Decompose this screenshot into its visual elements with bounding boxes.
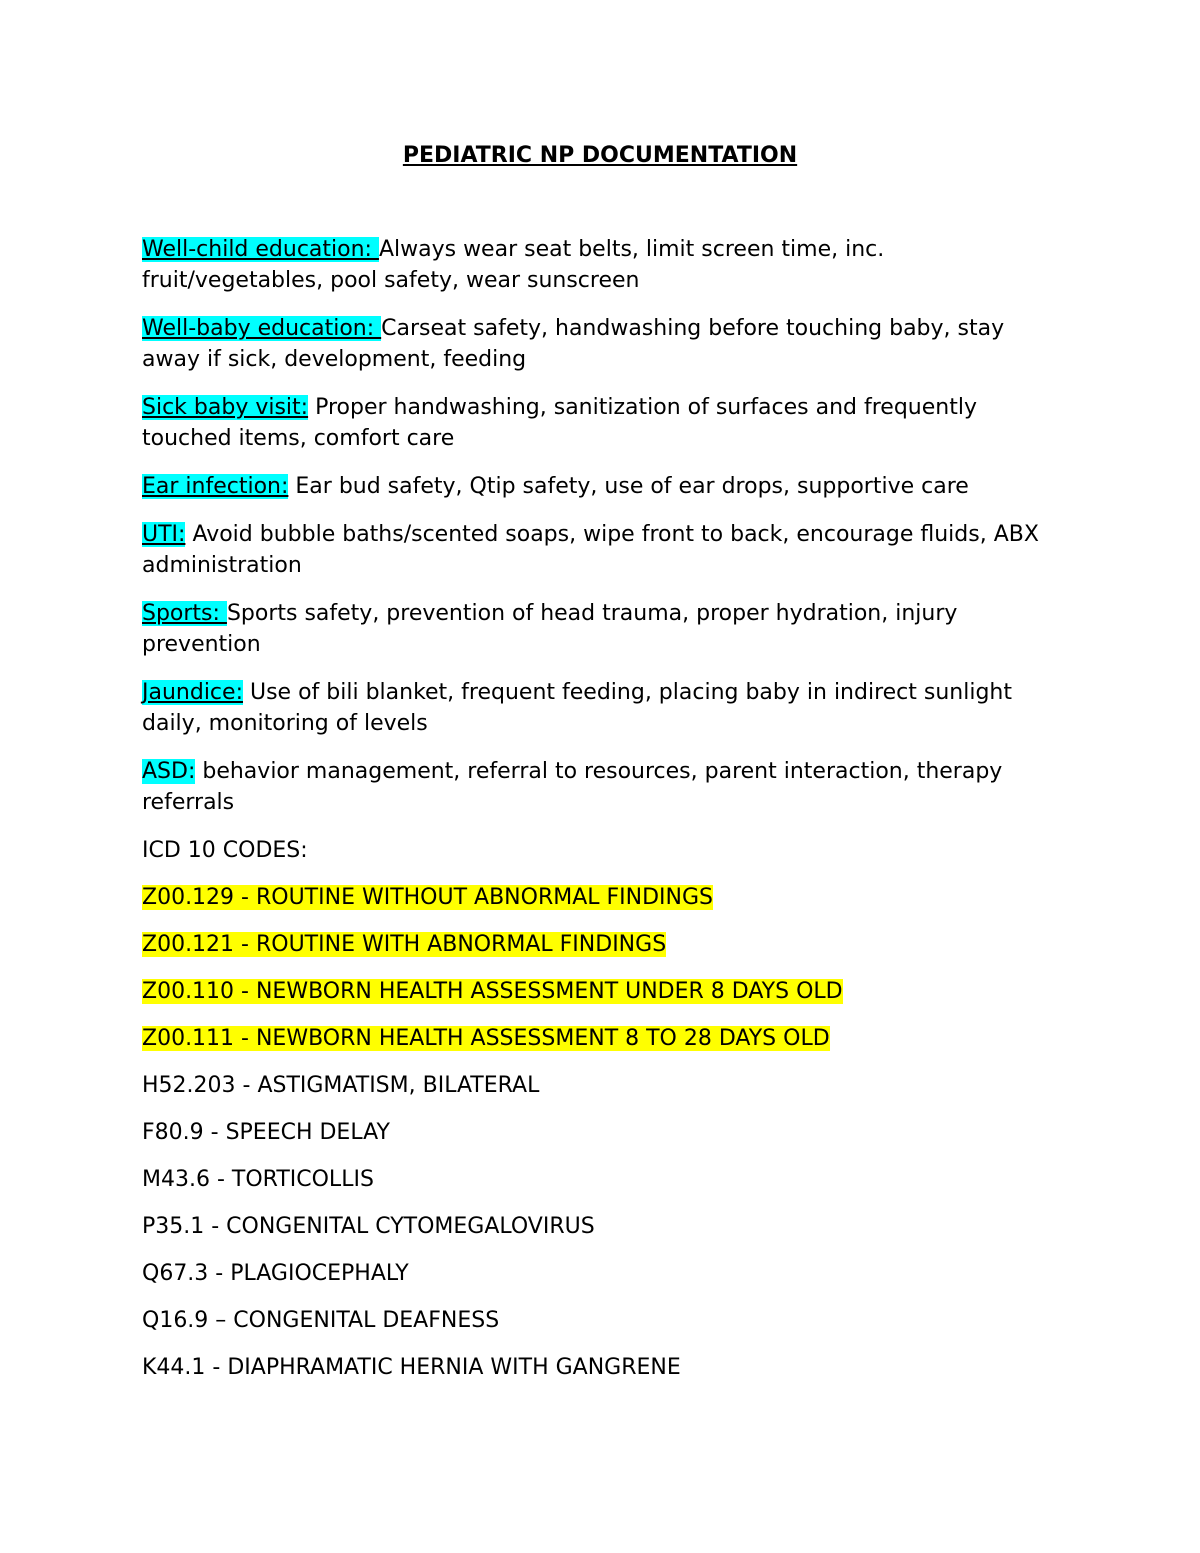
icd-code: P35.1 - CONGENITAL CYTOMEGALOVIRUS (142, 1214, 595, 1239)
section-label: UTI: (142, 522, 186, 547)
education-uti (142, 519, 1062, 581)
icd-code: H52.203 - ASTIGMATISM, BILATERAL (142, 1073, 540, 1098)
document-body (142, 234, 1062, 1399)
icd-code-highlighted: Z00.111 - NEWBORN HEALTH ASSESSMENT 8 TO 28 DAYS OLD (142, 1026, 830, 1051)
education-jaundice (142, 677, 1062, 739)
section-text: Proper handwashing, sanitization of surfaces and frequently touched items, comfort care (142, 395, 977, 451)
education-well-baby (142, 313, 1062, 375)
section-text: Sports safety, prevention of head trauma, proper hydration, injury prevention (142, 601, 958, 657)
section-text: Ear bud safety, Qtip safety, use of ear drops, supportive care (288, 474, 969, 499)
icd-code: F80.9 - SPEECH DELAY (142, 1120, 390, 1145)
section-text: behavior management, referral to resources, parent interaction, therapy referrals (142, 759, 1003, 815)
icd-code-highlighted: Z00.121 - ROUTINE WITH ABNORMAL FINDINGS (142, 932, 667, 957)
section-text: Avoid bubble baths/scented soaps, wipe front to back, encourage fluids, ABX administration (142, 522, 1039, 578)
icd-codes-heading: ICD 10 CODES: (142, 838, 308, 863)
section-label: Sports: (142, 601, 227, 626)
section-label: ASD: (142, 759, 196, 784)
section-label: Well-baby education: (142, 316, 382, 341)
icd-code: Q16.9 – CONGENITAL DEAFNESS (142, 1308, 500, 1333)
document-title: PEDIATRIC NP DOCUMENTATION (402, 143, 798, 168)
education-sick-baby (142, 392, 1062, 454)
section-text: Always wear seat belts, limit screen time, inc. fruit/vegetables, pool safety, wear sunscreen (142, 237, 885, 293)
section-label: Sick baby visit: (142, 395, 309, 420)
section-text: Carseat safety, handwashing before touching baby, stay away if sick, development, feeding (142, 316, 1005, 372)
section-text: Use of bili blanket, frequent feeding, placing baby in indirect sunlight daily, monitoring of levels (142, 680, 1012, 736)
section-label: Well-child education: (142, 237, 379, 262)
section-label: Jaundice: (142, 680, 243, 705)
section-label: Ear infection: (142, 474, 289, 499)
education-sports (142, 598, 1062, 660)
icd-code: M43.6 - TORTICOLLIS (142, 1167, 374, 1192)
icd-code-highlighted: Z00.110 - NEWBORN HEALTH ASSESSMENT UNDER 8 DAYS OLD (142, 979, 843, 1004)
icd-code-highlighted: Z00.129 - ROUTINE WITHOUT ABNORMAL FINDINGS (142, 885, 714, 910)
education-ear-infection (142, 471, 1062, 502)
education-asd (142, 756, 1062, 818)
education-well-child (142, 234, 1062, 296)
icd-code: Q67.3 - PLAGIOCEPHALY (142, 1261, 409, 1286)
icd-code: K44.1 - DIAPHRAMATIC HERNIA WITH GANGRENE (142, 1355, 681, 1380)
